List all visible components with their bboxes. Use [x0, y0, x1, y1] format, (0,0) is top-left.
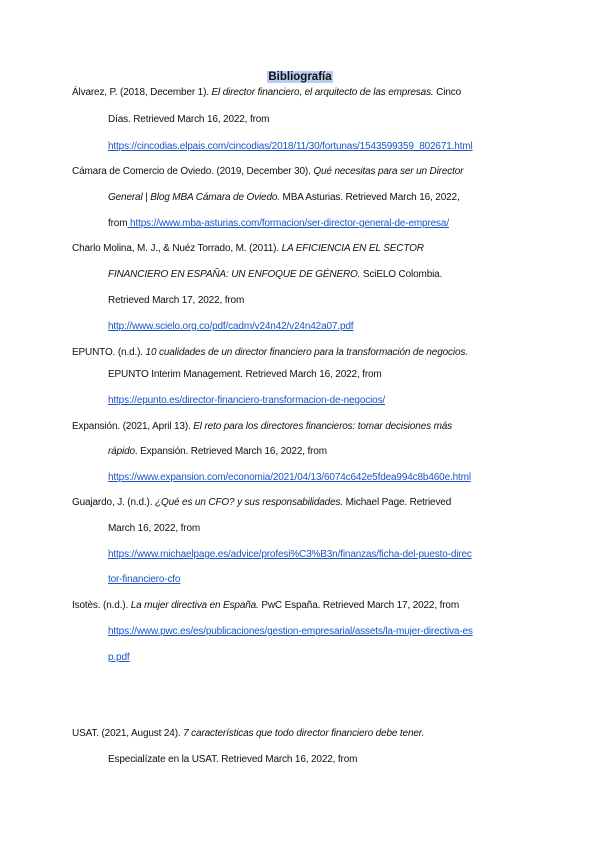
reference-link[interactable]: https://cincodias.elpais.com/cincodias/2018/11/30/fortunas/1543599359_802671.html	[108, 141, 473, 152]
reference-link[interactable]: https://www.mba-asturias.com/formacion/ser-director-general-de-empresa/	[127, 218, 449, 229]
page-title: Bibliografía	[268, 71, 332, 83]
reference-link[interactable]: https://www.pwc.es/es/publicaciones/gestion-empresarial/assets/la-mujer-directiva-es	[108, 626, 473, 637]
reference-link-continuation[interactable]: p.pdf	[108, 652, 130, 663]
reference-link[interactable]: http://www.scielo.org.co/pdf/cadm/v24n42/v24n42a07.pdf	[108, 321, 354, 332]
reference-link[interactable]: https://epunto.es/director-financiero-transformacion-de-negocios/	[108, 395, 386, 406]
reference-link[interactable]: https://www.expansion.com/economia/2021/04/13/6074c642e5fdea994c8b460e.html	[108, 472, 471, 483]
document-page: Bibliografía Álvarez, P. (2018, December 1). El director financiero, el arquitecto de las empresas. Cinco Días. Retrieved March 16, 2022, from https://cincodias.elpais.com/cincodias/2018/11/30/fortunas/1543599359_802671.html Cámara de Comercio de Oviedo. (2019, December 30). Qué necesitas para ser un Director General | Blog MBA Cámara de Oviedo. MBA Asturias. Retrieved March 16, 2022, from https://www.mba-asturias.com/formacion/ser-director-general-de-empresa/ Charlo Molina, M. J., & Nuéz Torrado, M. (2011). LA EFICIENCIA EN EL SECTOR FINANCIERO EN ESPAÑA: UN ENFOQUE DE GÉNERO. SciELO Colombia. Retrieved March 17, 2022, from http://www.scielo.org.co/pdf/cadm/v24n42/v24n42a07.pdf EPUNTO. (n.d.). 10 cualidades de un director financiero para la transformación de negocios. EPUNTO Interim Management. Retrieved March 16, 2022, from https://epunto.es/director-financiero-transformacion-de-negocios/ Expansión. (2021, April 13). El reto para los directores financieros: tomar decisiones más rápido. Expansión. Retrieved March 16, 2022, from https://www.expansion.com/economia/2021/04/13/6074c642e5fdea994c8b460e.html Guajardo, J. (n.d.). ¿Qué es un CFO? y sus responsabilidades. Michael Page. Retrieved March 16, 2022, from https://www.michaelpage.es/advice/profesi%C3%B3n/finanzas/ficha-del-puesto-direc tor-financiero-cfo Isotès. (n.d.). La mujer directiva en España. PwC España. Retrieved March 17, 2022, from https://www.pwc.es/es/publicaciones/gestion-empresarial/assets/la-mujer-directiva-es p.pdf USAT. (2021, August 24). 7 características que todo director financiero debe tener. Especialízate en la USAT. Retrieved March 16, 2022, from	[0, 0, 600, 848]
reference-link[interactable]: https://www.michaelpage.es/advice/profesi%C3%B3n/finanzas/ficha-del-puesto-direc	[108, 549, 472, 560]
reference-link-continuation[interactable]: tor-financiero-cfo	[108, 574, 181, 585]
